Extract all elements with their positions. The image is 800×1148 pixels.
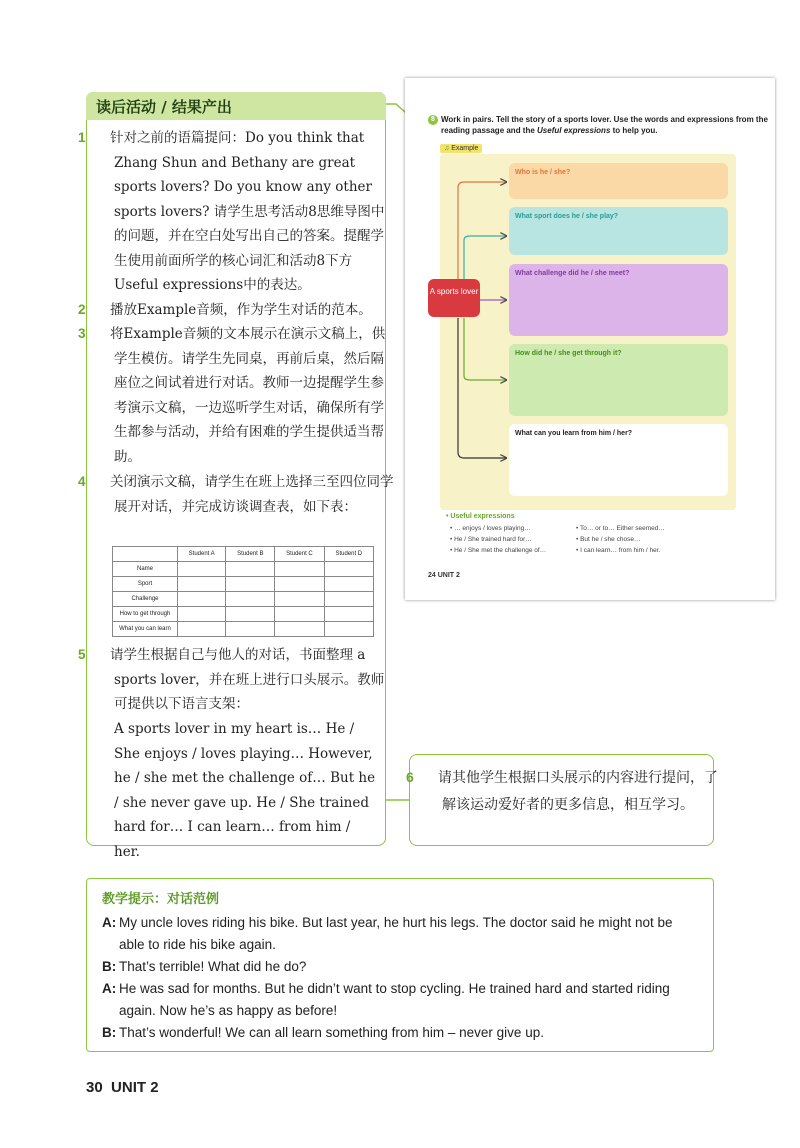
step-6-text: 请其他学生根据口头展示的内容进行提问，了解该运动爱好者的更多信息，相互学习。 xyxy=(438,770,718,813)
survey-header-blank xyxy=(113,547,178,562)
table-row xyxy=(113,562,374,577)
mind-map-center-node: A sports lover xyxy=(428,279,480,317)
survey-row-label: Sport xyxy=(113,577,178,592)
step-6-number: 6 xyxy=(406,769,414,785)
step-2-text: 播放Example音频，作为学生对话的范本。 xyxy=(110,302,372,318)
task-text-part-1: Work in pairs. Tell the story of a sports lover. Use the words and expressions from the reading passage and the xyxy=(441,115,768,135)
survey-header-student-d: Student D xyxy=(324,547,373,562)
speaker-label: B: xyxy=(102,959,117,974)
dialogue-line xyxy=(102,1022,702,1044)
step-4-text: 关闭演示文稿，请学生在班上选择三至四位同学展开对话，并完成访谈调查表，如下表： xyxy=(110,474,394,515)
dialogue-text-continued: able to ride his bike again. xyxy=(119,937,276,952)
useful-expressions-title: • Useful expressions xyxy=(446,513,515,520)
survey-header-student-a: Student A xyxy=(178,547,226,562)
list-item: • He / She trained hard for… xyxy=(450,536,532,543)
useful-expressions-col-2 xyxy=(576,523,665,556)
step-5-text: 请学生根据自己与他人的对话，书面整理 a sports lover，并在班上进行口头展示。教师可提供以下语言支架： xyxy=(110,647,385,712)
step-1-text: 针对之前的语篇提问：Do you think that Zhang Shun and Bethany are great sports lovers? Do you know any other sports lovers? 请学生思考活动8思维导图中的问题，并在空白处写出自己的答案。提醒学生使用前面所学的核心词汇和活动8下方Useful expressions中的表达。 xyxy=(110,130,385,293)
survey-header-student-b: Student B xyxy=(226,547,275,562)
useful-expressions xyxy=(446,513,736,554)
step-6 xyxy=(406,764,722,819)
list-item: • He / She met the challenge of… xyxy=(450,547,547,554)
page-number: 30 xyxy=(86,1079,103,1096)
audio-icon: ♫ xyxy=(444,145,452,152)
task-text-part-2: to help you. xyxy=(610,126,658,135)
step-4 xyxy=(78,470,396,519)
dialogue-text: That’s wonderful! We can all learn something from him – never give up. xyxy=(119,1025,544,1040)
dialogue-line xyxy=(102,956,702,978)
question-box-sport: What sport does he / she play? xyxy=(509,207,728,255)
step-2 xyxy=(78,298,396,323)
dialogue-text: He was sad for months. But he didn’t want to stop cycling. He trained hard and started riding xyxy=(119,981,670,996)
question-box-challenge: What challenge did he / she meet? xyxy=(509,264,728,336)
dialogue-text: My uncle loves riding his bike. But last year, he hurt his legs. The doctor said he might not be xyxy=(119,915,673,930)
survey-row-label: What you can learn xyxy=(113,622,178,637)
step-1 xyxy=(78,126,396,298)
connector-line xyxy=(386,795,410,805)
survey-table xyxy=(112,546,374,637)
activity-panel-header xyxy=(86,92,386,120)
textbook-page-number: 24 UNIT 2 xyxy=(428,572,460,579)
list-item: • To… or to… Either seemed… xyxy=(576,525,665,532)
example-label xyxy=(440,144,482,153)
activity-panel-title: 读后活动 / 结果产出 xyxy=(96,98,232,116)
step-5-number: 5 xyxy=(78,647,86,662)
step-3 xyxy=(78,322,396,469)
step-5 xyxy=(78,643,396,717)
list-item: • … enjoys / loves playing… xyxy=(450,525,531,532)
mind-map-arrows xyxy=(440,170,512,470)
question-box-who: Who is he / she? xyxy=(509,163,728,199)
useful-expressions-col-1 xyxy=(450,523,546,556)
task-instruction xyxy=(441,114,771,136)
list-item: • I can learn… from him / her. xyxy=(576,547,661,554)
dialogue-text: That’s terrible! What did he do? xyxy=(119,959,307,974)
speaker-label: A: xyxy=(102,915,117,930)
step-3-number: 3 xyxy=(78,326,86,341)
unit-label: UNIT 2 xyxy=(111,1079,159,1096)
list-item: • But he / she chose… xyxy=(576,536,641,543)
table-row xyxy=(113,622,374,637)
dialogue-line xyxy=(102,978,702,1022)
dialogue-line xyxy=(102,912,702,956)
task-number-badge: 8 xyxy=(428,115,438,125)
step-2-number: 2 xyxy=(78,302,86,317)
speaker-label: B: xyxy=(102,1025,117,1040)
step-3-text: 将Example音频的文本展示在演示文稿上，供学生模仿。请学生先同桌，再前后桌，然后隔座位之间试着进行对话。教师一边提醒学生参考演示文稿，一边巡听学生对话，确保所有学生都参与活动，并给有困难的学生提供适当帮助。 xyxy=(110,326,386,465)
task-text-emphasis: Useful expressions xyxy=(537,126,611,135)
page-footer xyxy=(86,1079,159,1096)
language-scaffold: A sports lover in my heart is… He / She enjoys / loves playing… However, he / she met the challenge of… But he / she never gave up. He / She trained hard for… I can learn… from him / her. xyxy=(114,721,376,860)
table-row xyxy=(113,577,374,592)
step-1-number: 1 xyxy=(78,130,86,145)
teaching-tips-title: 教学提示：对话范例 xyxy=(102,892,220,907)
survey-table-header-row xyxy=(113,547,374,562)
survey-row-label: Name xyxy=(113,562,178,577)
table-row xyxy=(113,592,374,607)
question-box-learn: What can you learn from him / her? xyxy=(509,424,728,496)
survey-row-label: Challenge xyxy=(113,592,178,607)
table-row xyxy=(113,607,374,622)
question-box-get-through: How did he / she get through it? xyxy=(509,344,728,416)
survey-header-student-c: Student C xyxy=(275,547,324,562)
speaker-label: A: xyxy=(102,981,117,996)
dialogue-text-continued: again. Now he’s as happy as before! xyxy=(119,1003,338,1018)
step-4-number: 4 xyxy=(78,474,86,489)
example-label-text: Example xyxy=(451,145,479,152)
survey-row-label: How to get through xyxy=(113,607,178,622)
